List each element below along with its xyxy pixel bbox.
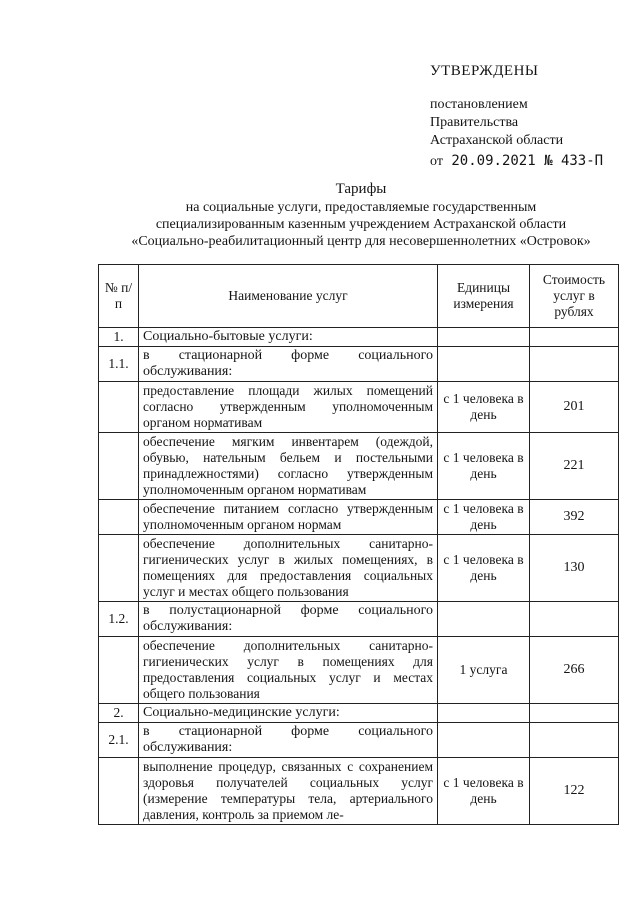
row-name: Социально-медицинские услуги:	[139, 704, 438, 723]
row-unit	[438, 347, 530, 382]
row-unit: 1 услуга	[438, 637, 530, 704]
decree-date-number	[430, 152, 630, 171]
approval-line-1: постановлением	[430, 97, 528, 112]
table-row	[99, 704, 619, 723]
title-line-2: специализированным казенным учреждением Астраханской области	[155, 217, 567, 232]
table-row	[99, 347, 619, 382]
row-unit: с 1 человека в день	[438, 382, 530, 433]
row-cost: 221	[530, 433, 619, 500]
row-name: в полустационарной форме социального обслуживания:	[139, 602, 438, 637]
approval-heading: УТВЕРЖДЕНЫ	[430, 63, 539, 79]
row-unit	[438, 723, 530, 758]
row-cost	[530, 347, 619, 382]
row-cost: 266	[530, 637, 619, 704]
row-cost	[530, 328, 619, 347]
approval-line-2: Правительства	[430, 115, 519, 130]
row-name: обеспечение питанием согласно утвержденным уполномоченным органом нормам	[139, 500, 438, 535]
table-row	[99, 382, 619, 433]
row-num: 1.	[99, 328, 139, 347]
row-num: 2.	[99, 704, 139, 723]
row-num	[99, 500, 139, 535]
row-cost	[530, 723, 619, 758]
title-line-1: на социальные услуги, предоставляемые государственным	[185, 200, 537, 215]
row-unit: с 1 человека в день	[438, 758, 530, 825]
table-row	[99, 328, 619, 347]
row-unit: с 1 человека в день	[438, 535, 530, 602]
row-unit: с 1 человека в день	[438, 500, 530, 535]
row-num	[99, 758, 139, 825]
document-title	[96, 181, 626, 250]
row-num: 1.2.	[99, 602, 139, 637]
table-header-row	[99, 265, 619, 328]
table-row	[99, 500, 619, 535]
table-row	[99, 433, 619, 500]
row-name: в стационарной форме социального обслуживания:	[139, 347, 438, 382]
row-unit: с 1 человека в день	[438, 433, 530, 500]
row-num	[99, 637, 139, 704]
approval-line-3: Астраханской области	[430, 133, 564, 148]
approval-stamp	[430, 62, 630, 171]
row-name: в стационарной форме социального обслуживания:	[139, 723, 438, 758]
row-num: 2.1.	[99, 723, 139, 758]
row-num	[99, 382, 139, 433]
row-name: обеспечение мягким инвентарем (одеждой, обувью, нательным бельем и постельными принадлежностями) согласно утвержденным уполномоченным органом нормативам	[139, 433, 438, 500]
header-cost: Стоимость услуг в рублях	[530, 265, 619, 328]
table-row	[99, 602, 619, 637]
row-name: обеспечение дополнительных санитарно-гигиенических услуг в помещениях для предоставления социальных услуг и местах общего пользования	[139, 637, 438, 704]
row-cost: 201	[530, 382, 619, 433]
table-row	[99, 535, 619, 602]
title-line-3: «Социально-реабилитационный центр для несовершеннолетних «Островок»	[131, 234, 591, 249]
row-cost: 392	[530, 500, 619, 535]
row-name: Социально-бытовые услуги:	[139, 328, 438, 347]
table-row	[99, 758, 619, 825]
title-main: Тарифы	[335, 181, 387, 197]
row-unit	[438, 328, 530, 347]
header-num: № п/п	[99, 265, 139, 328]
row-unit	[438, 602, 530, 637]
row-name: обеспечение дополнительных санитарно-гигиенических услуг в жилых помещениях, в помещениях для предоставления социальных услуг и местах общего пользования	[139, 535, 438, 602]
row-num: 1.1.	[99, 347, 139, 382]
row-num	[99, 535, 139, 602]
decree-prefix: от	[430, 154, 443, 169]
row-num	[99, 433, 139, 500]
row-cost: 130	[530, 535, 619, 602]
row-cost	[530, 602, 619, 637]
table-row	[99, 637, 619, 704]
decree-number: 20.09.2021 № 433-П	[451, 153, 604, 169]
table-row	[99, 723, 619, 758]
row-unit	[438, 704, 530, 723]
row-cost: 122	[530, 758, 619, 825]
row-name: выполнение процедур, связанных с сохранением здоровья получателей социальных услуг (измерение температуры тела, артериального давления, контроль за приемом ле-	[139, 758, 438, 825]
header-name: Наименование услуг	[139, 265, 438, 328]
header-unit: Единицы измерения	[438, 265, 530, 328]
tariffs-table	[98, 264, 619, 825]
row-name: предоставление площади жилых помещений согласно утвержденным уполномоченным органом нормативам	[139, 382, 438, 433]
row-cost	[530, 704, 619, 723]
